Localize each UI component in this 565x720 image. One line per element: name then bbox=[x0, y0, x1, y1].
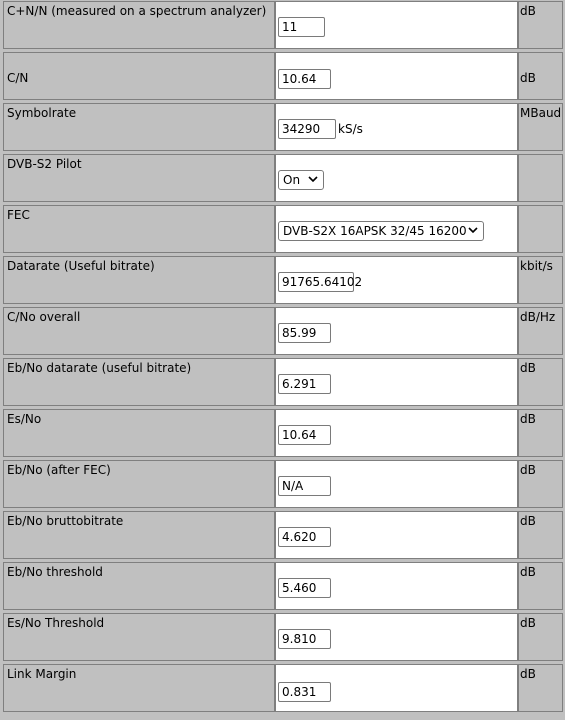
unit-label: dB bbox=[520, 412, 536, 426]
row-label: DVB-S2 Pilot bbox=[7, 157, 82, 171]
row-label: Eb/No threshold bbox=[7, 565, 103, 579]
input-cell bbox=[275, 460, 518, 508]
unit-label: kbit/s bbox=[520, 259, 553, 273]
row-label: Link Margin bbox=[7, 667, 77, 681]
table-row bbox=[0, 204, 565, 255]
label-cell bbox=[3, 562, 275, 610]
table-row bbox=[0, 51, 565, 102]
label-cell bbox=[3, 1, 275, 49]
label-cell bbox=[3, 103, 275, 151]
table-row bbox=[0, 561, 565, 612]
pilot-select-value: On bbox=[283, 173, 301, 187]
ebno-threshold-output[interactable]: 5.460 bbox=[278, 578, 331, 598]
unit-cell bbox=[518, 205, 563, 253]
chevron-down-icon bbox=[468, 225, 478, 235]
label-cell bbox=[3, 358, 275, 406]
unit-label: dB bbox=[520, 361, 536, 375]
ebno-after-fec-output[interactable]: N/A bbox=[278, 476, 331, 496]
unit-label: dB bbox=[520, 514, 536, 528]
symbolrate-input[interactable]: 34290 bbox=[278, 119, 336, 139]
unit-label: dB bbox=[520, 463, 536, 477]
row-label: Datarate (Useful bitrate) bbox=[7, 259, 155, 273]
unit-label: dB bbox=[520, 667, 536, 681]
label-cell bbox=[3, 154, 275, 202]
input-cell bbox=[275, 511, 518, 559]
datarate-output[interactable]: 91765.64102 bbox=[278, 272, 354, 292]
input-cell bbox=[275, 52, 518, 100]
label-cell bbox=[3, 664, 275, 712]
input-cell bbox=[275, 307, 518, 355]
table-row bbox=[0, 255, 565, 306]
cn-measured-input[interactable]: 11 bbox=[278, 17, 325, 37]
table-row bbox=[0, 612, 565, 663]
input-cell bbox=[275, 1, 518, 49]
input-cell bbox=[275, 154, 518, 202]
input-cell bbox=[275, 358, 518, 406]
row-label: C+N/N (measured on a spectrum analyzer) bbox=[7, 4, 267, 18]
unit-cell bbox=[518, 103, 563, 151]
pilot-select[interactable] bbox=[278, 170, 324, 190]
label-cell bbox=[3, 613, 275, 661]
esno-output[interactable]: 10.64 bbox=[278, 425, 331, 445]
unit-cell bbox=[518, 307, 563, 355]
unit-label: dB bbox=[520, 71, 536, 85]
label-cell bbox=[3, 256, 275, 304]
input-cell bbox=[275, 613, 518, 661]
label-cell bbox=[3, 511, 275, 559]
cno-overall-output[interactable]: 85.99 bbox=[278, 323, 331, 343]
table-row bbox=[0, 459, 565, 510]
table-row bbox=[0, 663, 565, 714]
row-label: Eb/No datarate (useful bitrate) bbox=[7, 361, 192, 375]
ebno-datarate-output[interactable]: 6.291 bbox=[278, 374, 331, 394]
row-label: Symbolrate bbox=[7, 106, 77, 120]
link-margin-output[interactable]: 0.831 bbox=[278, 682, 331, 702]
unit-label: dB bbox=[520, 616, 536, 630]
table-row bbox=[0, 0, 565, 51]
table-row bbox=[0, 306, 565, 357]
table-row bbox=[0, 357, 565, 408]
table-row bbox=[0, 408, 565, 459]
label-cell bbox=[3, 409, 275, 457]
input-cell bbox=[275, 664, 518, 712]
input-cell bbox=[275, 103, 518, 151]
unit-label: dB bbox=[520, 4, 536, 18]
ebno-brutto-output[interactable]: 4.620 bbox=[278, 527, 331, 547]
unit-cell bbox=[518, 154, 563, 202]
unit-label: dB/Hz bbox=[520, 310, 556, 324]
input-cell bbox=[275, 562, 518, 610]
table-row bbox=[0, 153, 565, 204]
input-cell bbox=[275, 409, 518, 457]
fec-select[interactable] bbox=[278, 221, 484, 241]
row-label: Es/No bbox=[7, 412, 42, 426]
table-row bbox=[0, 102, 565, 153]
input-cell bbox=[275, 205, 518, 253]
row-label: FEC bbox=[7, 208, 30, 222]
row-label: Es/No Threshold bbox=[7, 616, 105, 630]
unit-cell bbox=[518, 52, 563, 100]
unit-cell bbox=[518, 664, 563, 712]
table-row bbox=[0, 510, 565, 561]
label-cell bbox=[3, 307, 275, 355]
row-label: Eb/No (after FEC) bbox=[7, 463, 111, 477]
input-cell bbox=[275, 256, 518, 304]
unit-cell bbox=[518, 562, 563, 610]
unit-cell bbox=[518, 1, 563, 49]
symbolrate-suffix: kS/s bbox=[338, 122, 363, 136]
chevron-down-icon bbox=[308, 174, 318, 184]
cn-input[interactable]: 10.64 bbox=[278, 69, 331, 89]
unit-cell bbox=[518, 613, 563, 661]
unit-label: MBaud bbox=[520, 106, 562, 120]
unit-cell bbox=[518, 511, 563, 559]
unit-label: dB bbox=[520, 565, 536, 579]
row-label: C/N bbox=[7, 71, 29, 85]
unit-cell bbox=[518, 358, 563, 406]
label-cell bbox=[3, 52, 275, 100]
esno-threshold-output[interactable]: 9.810 bbox=[278, 629, 331, 649]
unit-cell bbox=[518, 256, 563, 304]
label-cell bbox=[3, 205, 275, 253]
unit-cell bbox=[518, 409, 563, 457]
row-label: Eb/No bruttobitrate bbox=[7, 514, 124, 528]
label-cell bbox=[3, 460, 275, 508]
row-label: C/No overall bbox=[7, 310, 81, 324]
fec-select-value: DVB-S2X 16APSK 32/45 16200 bbox=[283, 224, 467, 238]
unit-cell bbox=[518, 460, 563, 508]
